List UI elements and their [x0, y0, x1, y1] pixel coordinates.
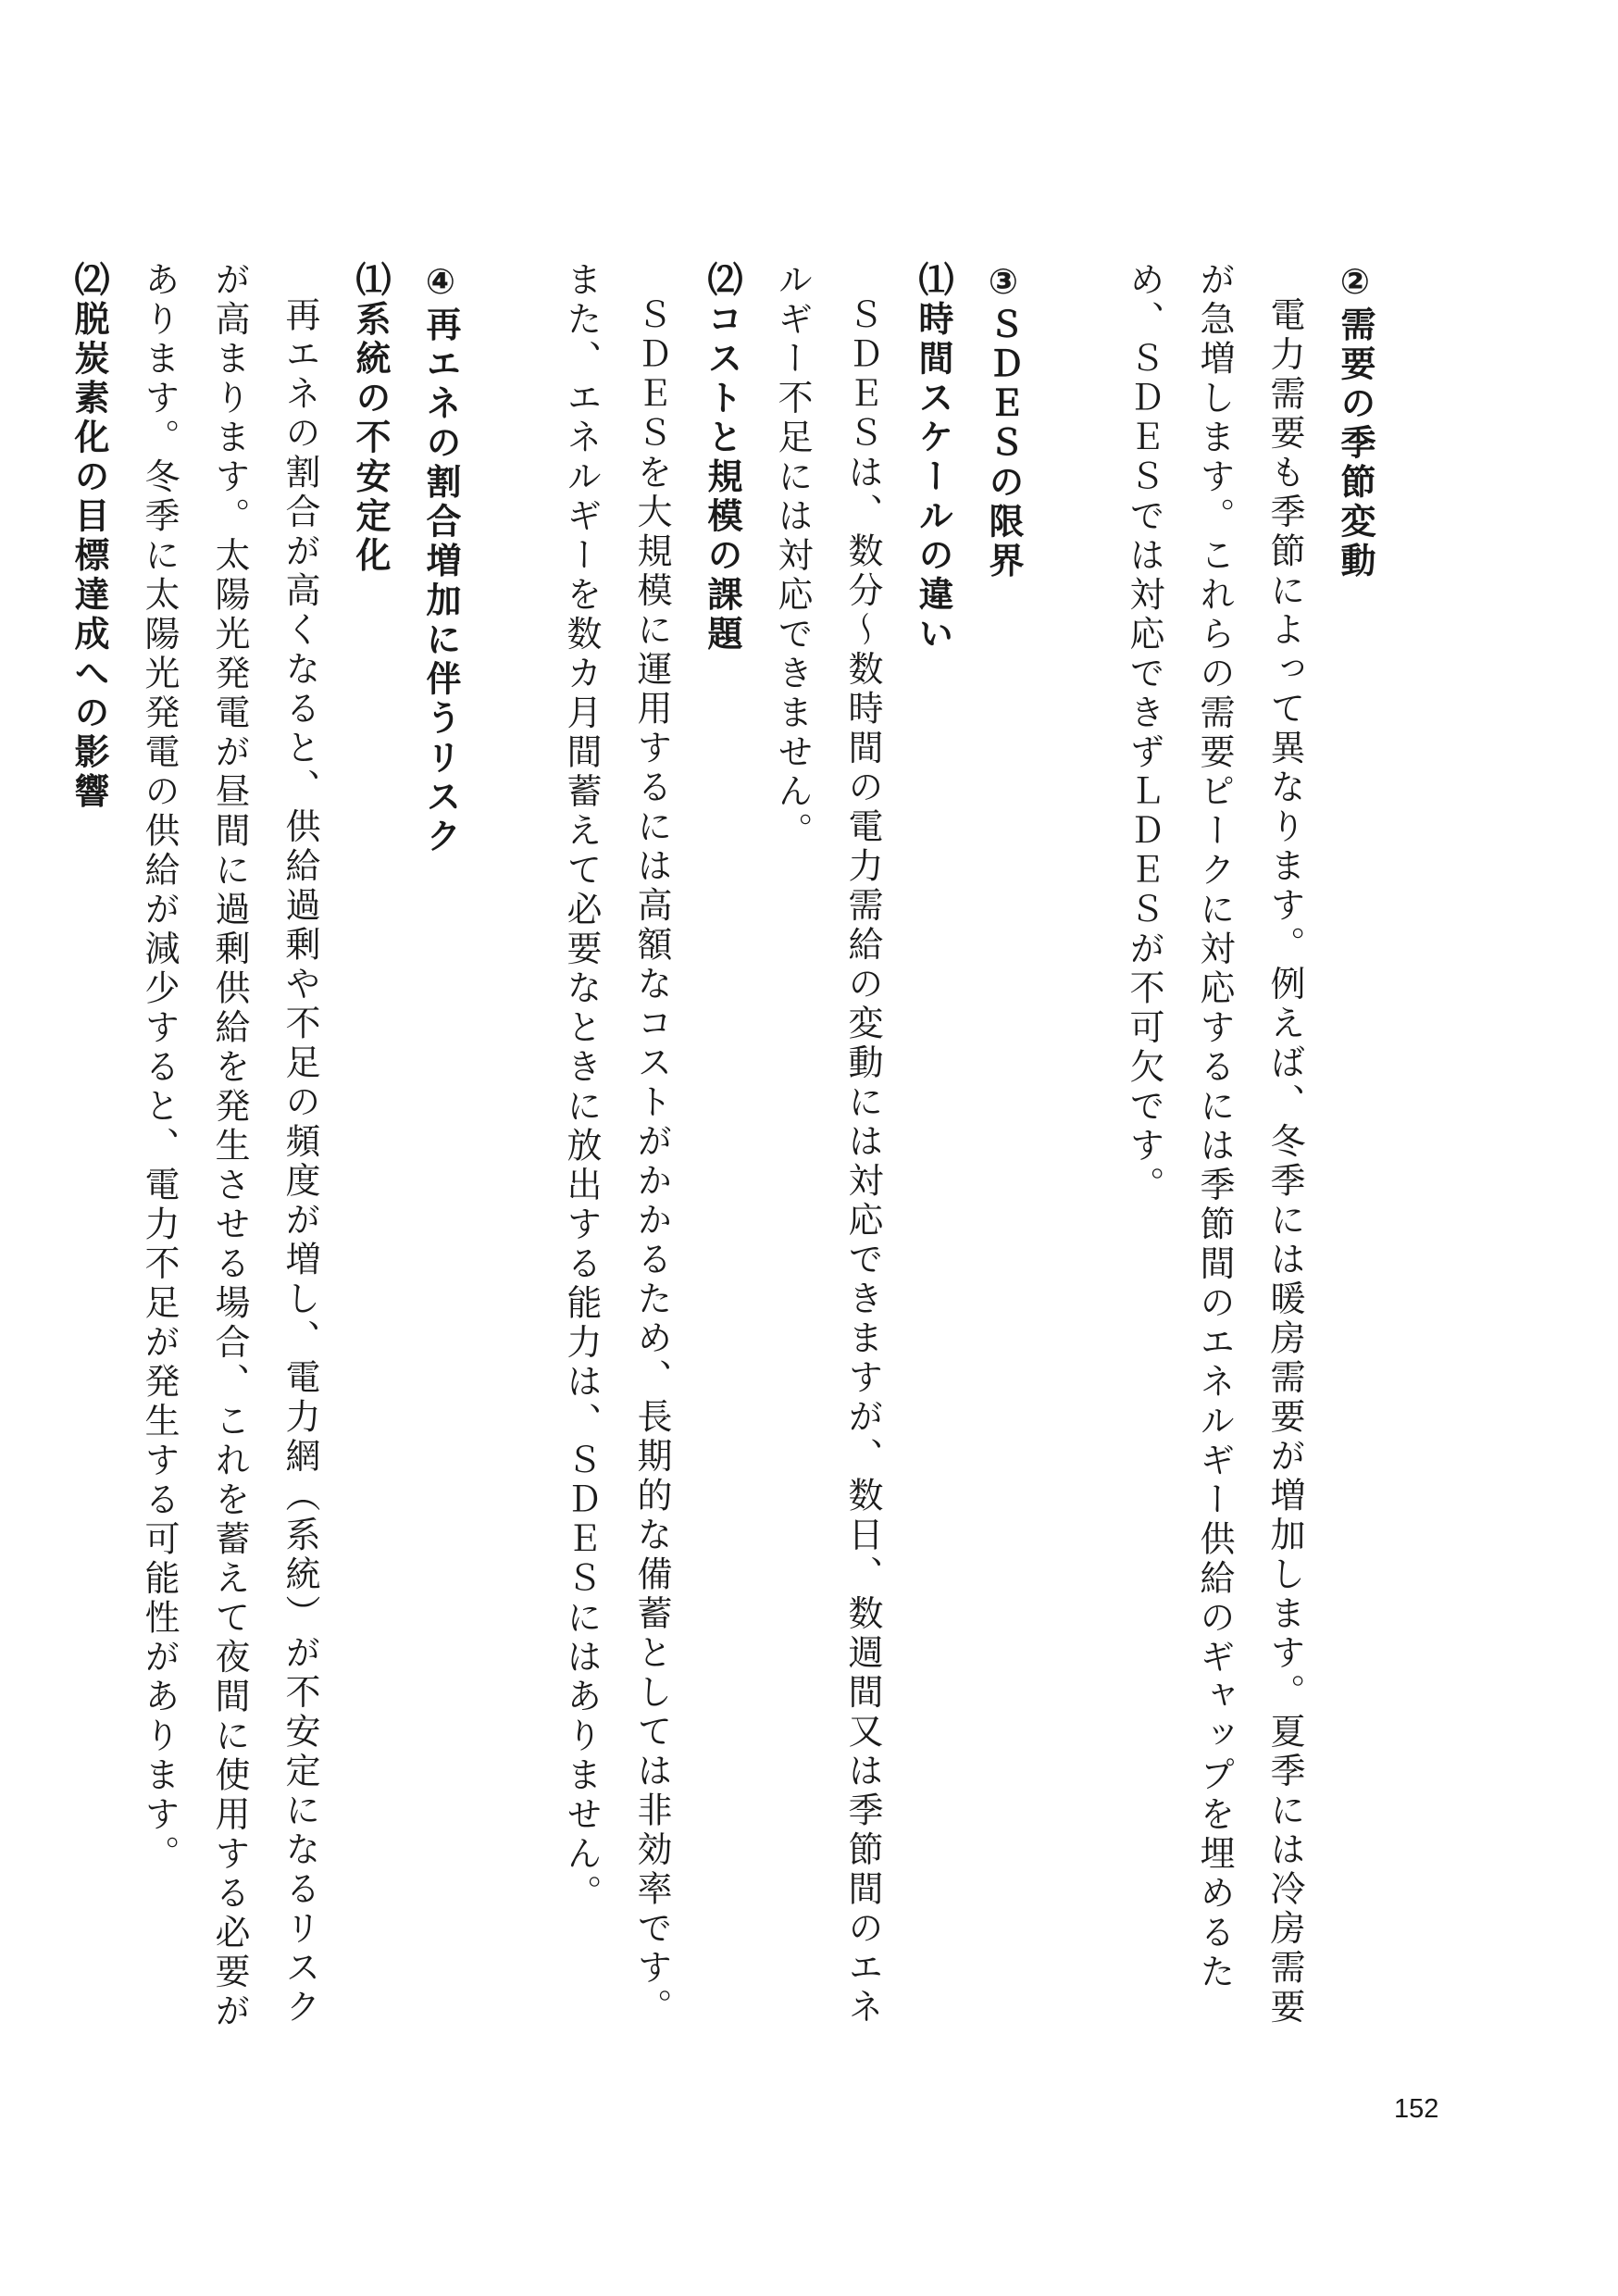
blank-line	[1039, 261, 1109, 2053]
paragraph-grid-instability: 再エネの割合が高くなると、供給過剰や不足の頻度が増し、電力網（系統）が不安定になるリスクが高まります。太陽光発電が昼間に過剰供給を発生させる場合、これを蓄えて夜間に使用する必要があります。冬季に太陽光発電の供給が減少すると、電力不足が発生する可能性があります。	[139, 261, 320, 2032]
subheading-decarbonization-impact: ⑵脱炭素化の目標達成への影響	[68, 261, 109, 812]
blank-line	[476, 261, 546, 2053]
paragraph-cost-scale: ＳＤＥＳを大規模に運用するには高額なコストがかかるため、長期的な備蓄としては非効率です。また、エネルギーを数カ月間蓄えて必要なときに放出する能力は、ＳＤＥＳにはありません。	[561, 261, 672, 2028]
section-heading-renewable-risk: ④再エネの割合増加に伴うリスク	[420, 261, 461, 857]
paragraph-time-scale: ＳＤＥＳは、数分～数時間の電力需給の変動には対応できますが、数日、数週間又は季節間のエネルギー不足には対応できません。	[772, 261, 883, 2028]
vertical-text-body	[54, 261, 1390, 2053]
page-number: 152	[1394, 2094, 1439, 2124]
paragraph-seasonal-demand: 電力需要も季節によって異なります。例えば、冬季には暖房需要が増加します。夏季には冷房需要が急増します。これらの需要ピークに対応するには季節間のエネルギー供給のギャップを埋めるため、ＳＤＥＳでは対応できずＬＤＥＳが不可欠です。	[1124, 261, 1305, 2028]
section-heading-seasonal-demand: ②需要の季節変動	[1335, 261, 1375, 581]
section-heading-sdes-limits: ③ＳＤＥＳの限界	[983, 261, 1024, 581]
subheading-cost-scale: ⑵コストと規模の課題	[702, 261, 742, 655]
subheading-time-scale: ⑴時間スケールの違い	[913, 261, 953, 655]
subheading-grid-instability: ⑴系統の不安定化	[350, 261, 391, 576]
